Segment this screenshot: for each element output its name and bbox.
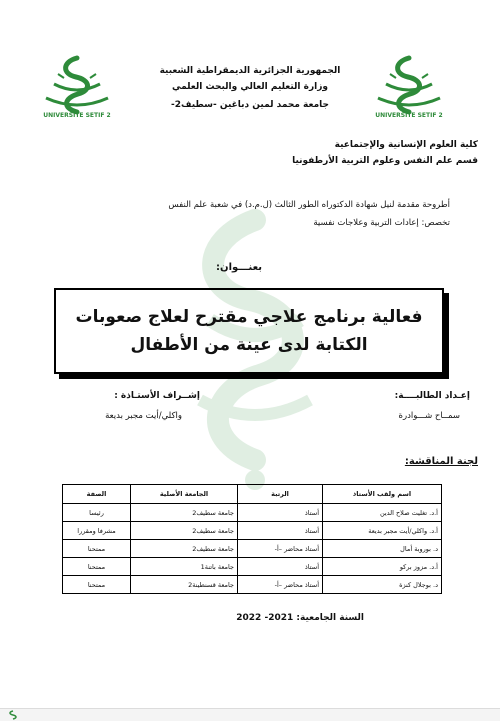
logo-caption-left: UNIVERSITE SETIF 2: [43, 112, 111, 119]
jury-member-role: ممتحنا: [63, 540, 131, 558]
jury-member-name: د. بوجلال كنزة: [323, 576, 442, 594]
header-ministry: وزارة التعليم العالي والبحث العلمي: [171, 82, 329, 92]
supervised-by-label: إشــراف الأستـاذة :: [114, 391, 200, 401]
jury-member-role: رئيسا: [63, 504, 131, 522]
logo-caption-right: UNIVERSITE SETIF 2: [375, 112, 443, 119]
header-republic: الجمهورية الجزائرية الديمقراطية الشعبية: [159, 66, 341, 76]
table-row: [63, 576, 442, 594]
thesis-title-line2: الكتابة لدى عينة من الأطفال: [130, 335, 368, 355]
jury-member-rank: أستاذ: [238, 504, 323, 522]
thesis-title-line1: فعالية برنامج علاجي مقترح لعلاج صعوبات: [75, 307, 423, 327]
col-header-role: الصفة: [63, 485, 131, 504]
academic-year: السنة الجامعية: 2021- 2022: [236, 613, 364, 623]
thesis-title-box: [54, 288, 444, 374]
jury-member-rank: أستاذ محاضر –أ-: [238, 540, 323, 558]
supervisor-name: واكلي/أيت مجبر بديعة: [105, 411, 182, 421]
jury-member-university: جامعة سطيف2: [131, 504, 238, 522]
jury-member-name: أ.د. واكلي/أيت مجبر بديعة: [323, 522, 442, 540]
jury-member-rank: أستاذ: [238, 522, 323, 540]
jury-member-role: ممتحنا: [63, 558, 131, 576]
jury-table-header: [63, 485, 442, 504]
thesis-specialty: تخصص: إعادات التربية وعلاجات نفسية: [313, 218, 450, 228]
faculty-name: كلية العلوم الإنسانية والإجتماعية: [334, 140, 478, 150]
jury-member-name: د. بوروبة أمال: [323, 540, 442, 558]
jury-table: [62, 484, 442, 594]
jury-member-role: مشرفا ومقررا: [63, 522, 131, 540]
table-row: [63, 504, 442, 522]
jury-member-name: أ.د. مزوز بركو: [323, 558, 442, 576]
department-name: قسم علم النفس وعلوم التربية الأرطفونيا: [292, 156, 478, 166]
jury-member-university: جامعة قسنطينة2: [131, 576, 238, 594]
col-header-university: الجامعة الأصلية: [131, 485, 238, 504]
jury-member-rank: أستاذ: [238, 558, 323, 576]
table-row: [63, 522, 442, 540]
next-page-edge: [0, 708, 500, 721]
jury-member-name: أ.د. تغليت صلاح الدين: [323, 504, 442, 522]
col-header-rank: الرتبة: [238, 485, 323, 504]
jury-member-role: ممتحنا: [63, 576, 131, 594]
title-label: بعنـــوان:: [216, 262, 262, 273]
jury-label: لجنة المناقشة:: [404, 456, 478, 467]
jury-member-rank: أستاذ محاضر –أ-: [238, 576, 323, 594]
jury-member-university: جامعة باتنة1: [131, 558, 238, 576]
jury-member-university: جامعة سطيف2: [131, 540, 238, 558]
col-header-name: اسم ولقب الأستاذ: [323, 485, 442, 504]
thesis-description: أطروحة مقدمة لنيل شهادة الدكتوراه الطور الثالث (ل.م.د) في شعبة علم النفس: [168, 200, 450, 210]
header-university: جامعة محمد لمين دباغين -سطيف2-: [170, 100, 330, 110]
next-page-logo: [4, 710, 22, 720]
jury-member-university: جامعة سطيف2: [131, 522, 238, 540]
table-row: [63, 558, 442, 576]
table-row: [63, 540, 442, 558]
student-name: سمــاح شـــوادرة: [398, 411, 460, 421]
prepared-by-label: إعـداد الطالبــــة:: [394, 391, 470, 401]
